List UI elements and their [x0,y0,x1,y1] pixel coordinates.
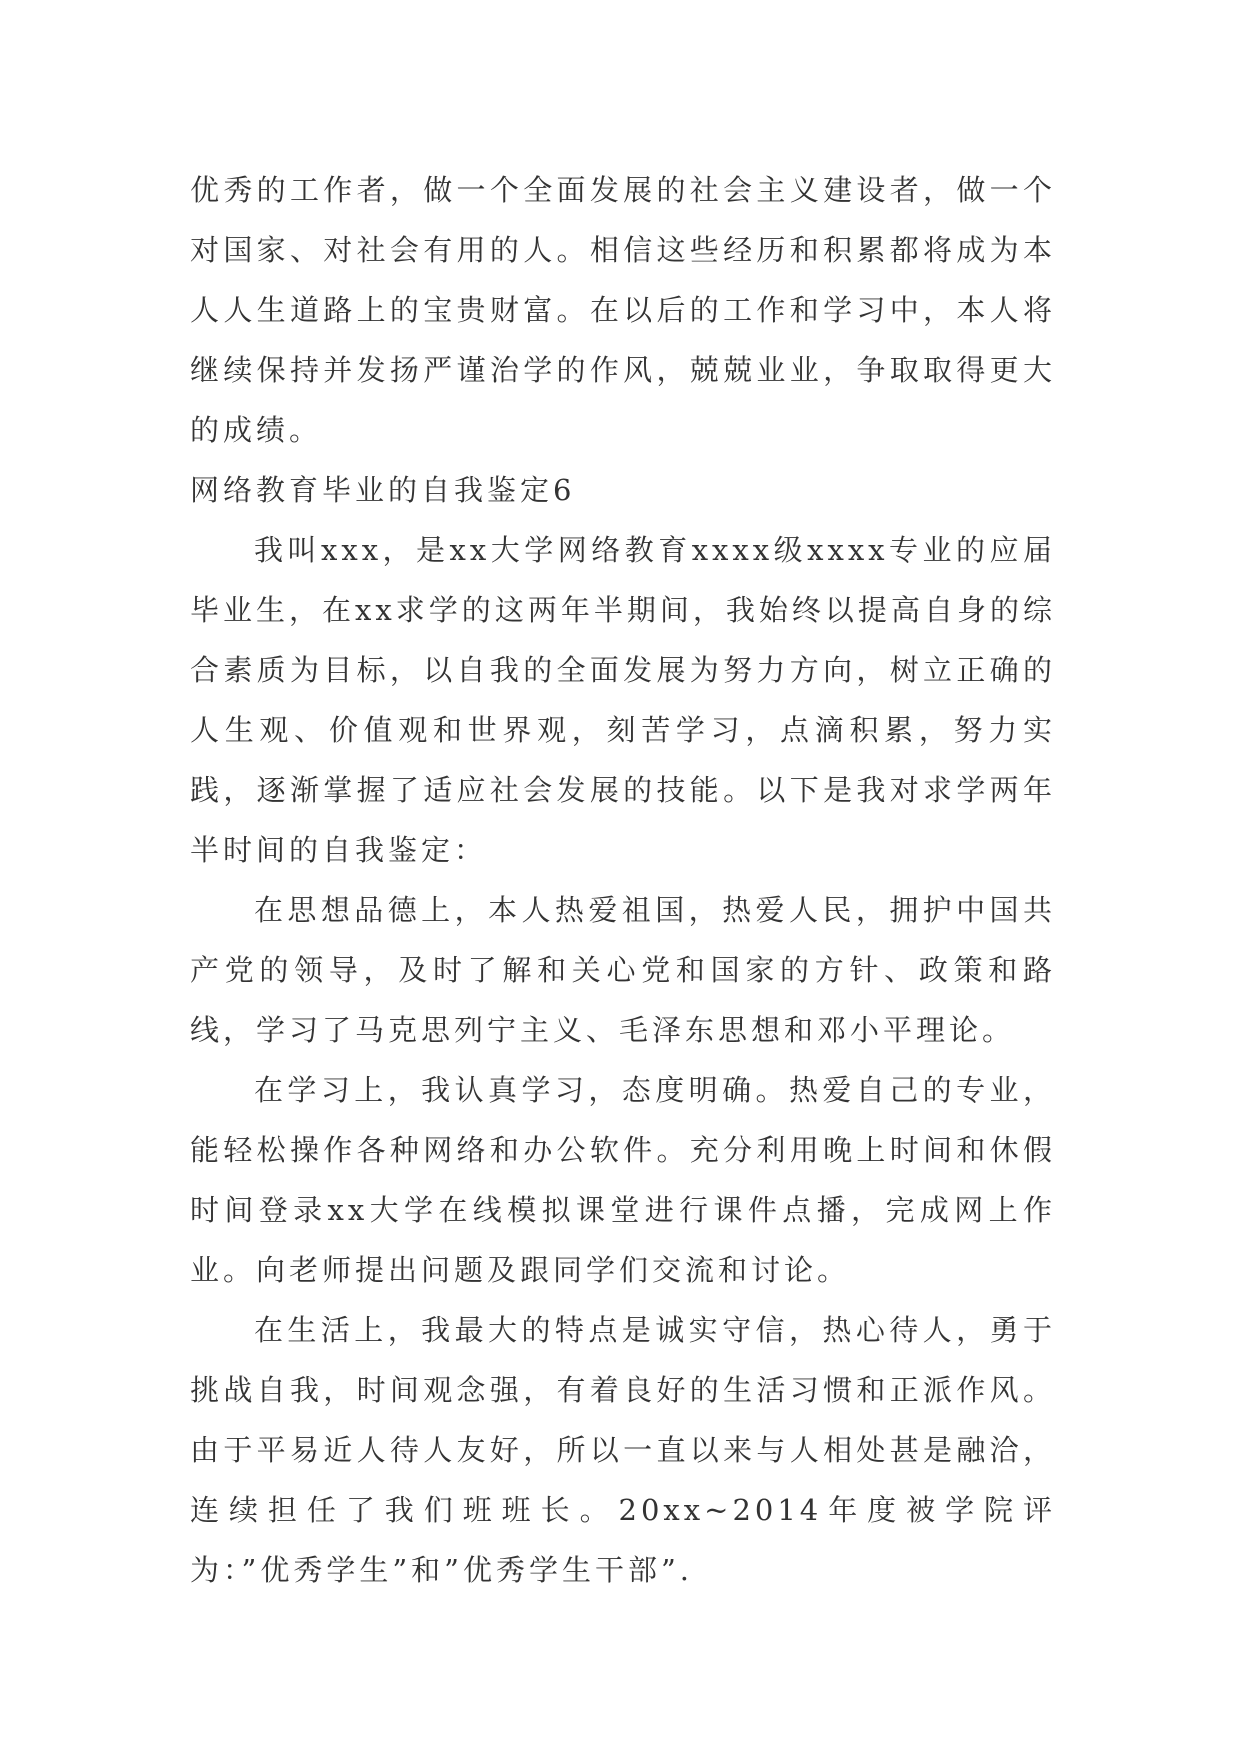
paragraph-life: 在生活上，我最大的特点是诚实守信，热心待人，勇于挑战自我，时间观念强，有着良好的生活习惯和正派作风。由于平易近人待人友好，所以一直以来与人相处甚是融洽，连续担任了我们班班长。20xx~2014年度被学院评为：”优秀学生”和”优秀学生干部”. [190,1313,1056,1587]
paragraph-ideology: 在思想品德上，本人热爱祖国，热爱人民，拥护中国共产党的领导，及时了解和关心党和国家的方针、政策和路线，学习了马克思列宁主义、毛泽东思想和邓小平理论。 [190,893,1056,1047]
section-heading: 网络教育毕业的自我鉴定6 [190,473,576,507]
document-body [190,160,1056,1600]
paragraph-intro: 我叫xxx，是xx大学网络教育xxxx级xxxx专业的应届毕业生，在xx求学的这两年半期间，我始终以提高自身的综合素质为目标，以自我的全面发展为努力方向，树立正确的人生观、价值观和世界观，刻苦学习，点滴积累，努力实践，逐渐掌握了适应社会发展的技能。以下是我对求学两年半时间的自我鉴定： [190,533,1056,867]
paragraph-continuation: 优秀的工作者，做一个全面发展的社会主义建设者，做一个对国家、对社会有用的人。相信这些经历和积累都将成为本人人生道路上的宝贵财富。在以后的工作和学习中，本人将继续保持并发扬严谨治学的作风，兢兢业业，争取取得更大的成绩。 [190,173,1056,447]
paragraph-study: 在学习上，我认真学习，态度明确。热爱自己的专业，能轻松操作各种网络和办公软件。充分利用晚上时间和休假时间登录xx大学在线模拟课堂进行课件点播，完成网上作业。向老师提出问题及跟同学们交流和讨论。 [190,1073,1056,1287]
